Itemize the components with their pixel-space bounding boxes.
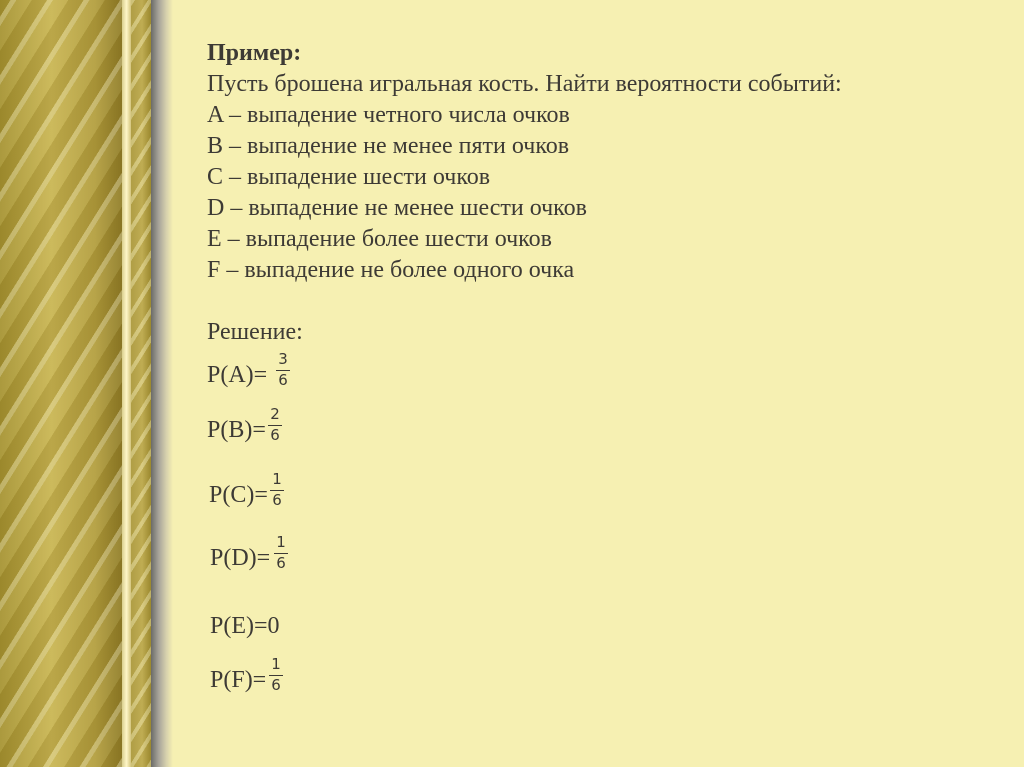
- formula-p-c-lhs: P(C)=: [209, 482, 268, 508]
- decorative-border-gap: [122, 0, 131, 767]
- fraction-p-f: [269, 657, 283, 693]
- fraction-p-a-numerator: 3: [278, 350, 288, 368]
- fraction-p-c-numerator: 1: [272, 470, 282, 488]
- formula-p-b: [207, 416, 266, 444]
- fraction-p-c-denominator: 6: [272, 491, 282, 509]
- decorative-gold-border: [0, 0, 122, 767]
- event-a: A – выпадение четного числа очков: [207, 102, 570, 128]
- fraction-p-d-denominator: 6: [276, 554, 286, 572]
- event-c: C – выпадение шести очков: [207, 164, 491, 190]
- formula-p-a-lhs: P(A)=: [207, 362, 268, 388]
- formula-p-e-lhs: P(E)=0: [210, 613, 280, 639]
- fraction-p-f-denominator: 6: [271, 676, 281, 694]
- example-title: Пример:: [207, 40, 302, 66]
- formula-p-a: [207, 361, 267, 389]
- event-e: E – выпадение более шести очков: [207, 226, 552, 252]
- problem-statement: Пусть брошена игральная кость. Найти вероятности событий:: [207, 71, 842, 97]
- fraction-p-b: [268, 407, 282, 443]
- decorative-shadow: [151, 0, 173, 767]
- fraction-p-f-numerator: 1: [271, 655, 281, 673]
- formula-p-d: [210, 544, 270, 572]
- fraction-p-c: [270, 472, 284, 508]
- fraction-p-a-denominator: 6: [278, 371, 288, 389]
- formula-p-f-lhs: P(F)=: [210, 667, 267, 693]
- slide-content: [207, 38, 987, 348]
- fraction-p-a: [276, 352, 290, 388]
- event-d: D – выпадение не менее шести очков: [207, 195, 587, 221]
- event-f: F – выпадение не более одного очка: [207, 257, 575, 283]
- formula-p-b-lhs: P(B)=: [207, 417, 266, 443]
- formula-p-e: [210, 612, 280, 640]
- fraction-p-b-numerator: 2: [270, 405, 280, 423]
- decorative-gold-stripe: [131, 0, 151, 767]
- formula-p-d-lhs: P(D)=: [210, 545, 271, 571]
- fraction-p-d-numerator: 1: [276, 533, 286, 551]
- solution-label: Решение:: [207, 319, 303, 345]
- formula-p-f: [210, 666, 266, 694]
- formula-p-c: [209, 481, 268, 509]
- fraction-p-b-denominator: 6: [270, 426, 280, 444]
- fraction-p-d: [274, 535, 288, 571]
- event-b: B – выпадение не менее пяти очков: [207, 133, 570, 159]
